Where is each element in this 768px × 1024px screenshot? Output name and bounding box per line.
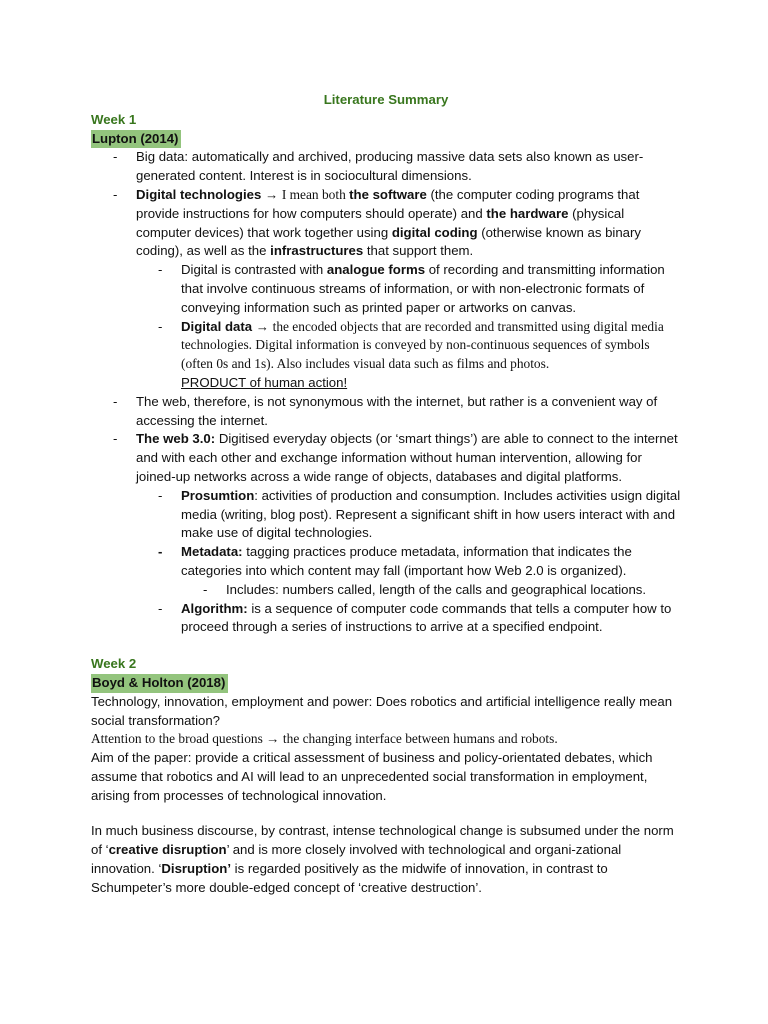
dash-bullet: - xyxy=(113,149,118,165)
list-item: - The web, therefore, is not synonymous with the internet, but rather is a convenient way of accessing the internet. xyxy=(113,393,658,428)
dash-bullet: - xyxy=(158,544,163,560)
dash-bullet: - xyxy=(113,431,118,447)
paragraph: Technology, innovation, employment and power: Does robotics and artificial intelligence really mean social transformation? xyxy=(91,693,673,728)
paragraph: In much business discourse, by contrast, intense technological change is subsumed under the norm of ‘creative disruption’ and is more closely involved with technological and organi-zational innovation. ‘Disruption’ is regarded positively as the midwife of innovation, in contrast to Schumpeter’s more double-edged concept of ‘creative destruction’. xyxy=(91,823,674,895)
paragraph: Attention to the broad questions → the changing interface between humans and robots. xyxy=(91,731,558,747)
week-1-author-highlight: Lupton (2014) xyxy=(91,130,181,149)
dash-bullet: - xyxy=(158,318,163,334)
list-item: - Big data: automatically and archived, producing massive data sets also known as user-generated content. Interest is in sociocultural dimensions. xyxy=(113,149,644,184)
underlined-note: PRODUCT of human action! xyxy=(181,374,348,390)
list-item-web-3: - The web 3.0: Digitised everyday objects (or ‘smart things’) are able to connect to the internet and with each other and exchange information without human intervention, allowing for joined-up networks across a wide range of objects, databases and digital platforms. xyxy=(113,431,678,484)
spacer xyxy=(91,805,681,822)
week-1-heading: Week 1 xyxy=(91,111,137,127)
sub-sub-list-item: - Includes: numbers called, length of the calls and geographical locations. xyxy=(91,581,681,600)
week-2-author-highlight: Boyd & Holton (2018) xyxy=(91,674,228,693)
week-2-heading: Week 2 xyxy=(91,656,137,672)
dash-bullet: - xyxy=(113,393,118,409)
sub-list-item-digital-data: - Digital data → the encoded objects that are recorded and transmitted using digital media technologies. Digital information is conveyed by non-continuous sequences of symbols (often 0s and 1s). Also includes visual data such as films and photos. PRODUCT of human action! xyxy=(158,318,664,390)
dash-bullet: - xyxy=(113,186,118,202)
dash-bullet: - xyxy=(158,487,163,503)
list-item-digital-technologies: - Digital technologies → I mean both the software (the computer coding programs that provide instructions for how computers should operate) and the hardware (physical computer devices) that work together using digital coding (otherwise known as binary coding), as well as the infrastructures that support them. xyxy=(113,186,641,259)
sub-list-item-metadata: - Metadata: tagging practices produce metadata, information that indicates the categories into which content may fall (important how Web 2.0 is organized). xyxy=(158,544,632,578)
paragraph: Aim of the paper: provide a critical assessment of business and policy-orientated debates, which assume that robotics and AI will lead to an unprecedented social transformation in employment, arising from processes of technological innovation. xyxy=(91,750,653,803)
dash-bullet: - xyxy=(158,600,163,616)
sub-list-item-prosumtion: - Prosumtion: activities of production and consumption. Includes activities usign digital media (writing, blog post). Represent a significant shift in how users interact with and make use of digital technologies. xyxy=(158,487,681,541)
spacer xyxy=(91,637,681,655)
dash-bullet: - xyxy=(158,262,163,278)
sub-list-item: - Digital is contrasted with analogue forms of recording and transmitting information that involve continuous streams of information, or with non-electronic formats of conveying information such as printed paper or artworks on canvas. xyxy=(158,262,665,315)
dash-bullet: - xyxy=(203,581,208,597)
document-title: Literature Summary xyxy=(323,92,449,107)
document-body xyxy=(91,91,681,898)
sub-list-item-algorithm: - Algorithm: is a sequence of computer code commands that tells a computer how to proceed through a series of instructions to arrive at a specified endpoint. xyxy=(158,600,672,635)
